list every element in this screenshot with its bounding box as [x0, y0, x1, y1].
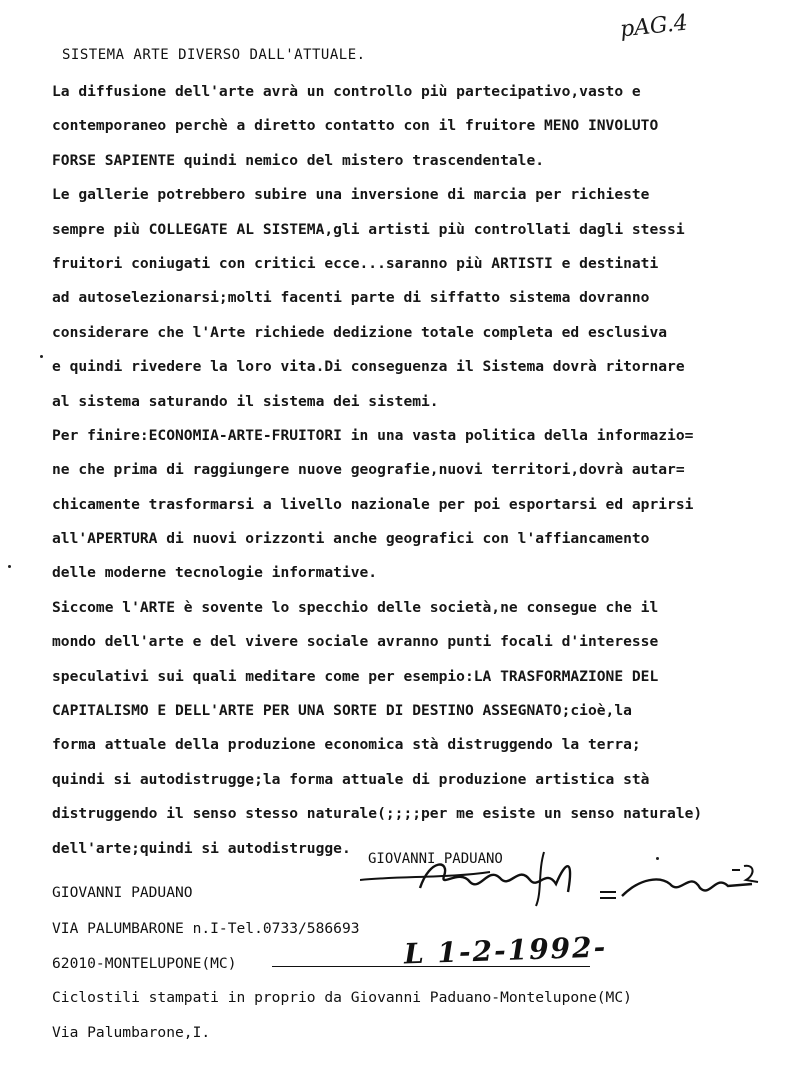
body-line: FORSE SAPIENTE quindi nemico del mistero trascendentale.	[52, 151, 545, 169]
body-line: ne che prima di raggiungere nuove geografie,nuovi territori,dovrà autar=	[52, 461, 685, 479]
body-line: al sistema saturando il sistema dei sistemi.	[52, 392, 439, 410]
body-line: dell'arte;quindi si autodistrugge.	[52, 839, 351, 857]
body-line: mondo dell'arte e del vivere sociale avranno punti focali d'interesse	[52, 633, 659, 651]
body-line: all'APERTURA di nuovi orizzonti anche geografici con l'affiancamento	[52, 530, 650, 548]
handwritten-date: L 1-2-1992-	[403, 930, 608, 971]
body-line: speculativi sui quali meditare come per esempio:LA TRASFORMAZIONE DEL	[52, 667, 659, 685]
body-line: forma attuale della produzione economica stà distruggendo la terra;	[52, 736, 641, 754]
body-line: considerare che l'Arte richiede dedizione totale completa ed esclusiva	[52, 323, 668, 341]
body-line: fruitori coniugati con critici ecce...saranno più ARTISTI e destinati	[52, 254, 659, 272]
body-line: contemporaneo perchè a diretto contatto con il fruitore MENO INVOLUTO	[52, 117, 659, 135]
colophon-line: Via Palumbarone,I.	[52, 1024, 211, 1041]
margin-speck	[8, 565, 11, 568]
body-text	[52, 75, 752, 866]
signature-printed-name: GIOVANNI PADUANO	[368, 851, 503, 867]
document-title: SISTEMA ARTE DIVERSO DALL'ATTUALE.	[62, 47, 366, 63]
body-line: Per finire:ECONOMIA-ARTE-FRUITORI in una vasta politica della informazio=	[52, 426, 694, 444]
body-line: sempre più COLLEGATE AL SISTEMA,gli artisti più controllati dagli stessi	[52, 220, 685, 238]
colophon-line: Ciclostili stampati in proprio da Giovanni Paduano-Montelupone(MC)	[52, 989, 632, 1006]
author-city: 62010-MONTELUPONE(MC)	[52, 955, 237, 972]
margin-speck	[656, 857, 659, 860]
body-line: quindi si autodistrugge;la forma attuale di produzione artistica stà	[52, 770, 650, 788]
body-line: La diffusione dell'arte avrà un controllo più partecipativo,vasto e	[52, 83, 641, 100]
body-line: e quindi rivedere la loro vita.Di conseguenza il Sistema dovrà ritornare	[52, 358, 685, 376]
body-line: CAPITALISMO E DELL'ARTE PER UNA SORTE DI DESTINO ASSEGNATO;cioè,la	[52, 702, 632, 720]
body-line: Le gallerie potrebbero subire una inversione di marcia per richieste	[52, 186, 650, 204]
page-number: pAG.4	[618, 10, 689, 43]
body-line: distruggendo il senso stesso naturale(;;;;per me esiste un senso naturale)	[52, 805, 703, 823]
body-line: ad autoselezionarsi;molti facenti parte di siffatto sistema dovranno	[52, 289, 650, 307]
author-name: GIOVANNI PADUANO	[52, 884, 193, 901]
body-line: chicamente trasformarsi a livello nazionale per poi esportarsi ed aprirsi	[52, 495, 694, 513]
body-line: delle moderne tecnologie informative.	[52, 564, 378, 582]
margin-speck	[40, 355, 43, 358]
body-line: Siccome l'ARTE è sovente lo specchio delle società,ne consegue che il	[52, 598, 659, 616]
author-street: VIA PALUMBARONE n.I-Tel.0733/586693	[52, 920, 360, 937]
